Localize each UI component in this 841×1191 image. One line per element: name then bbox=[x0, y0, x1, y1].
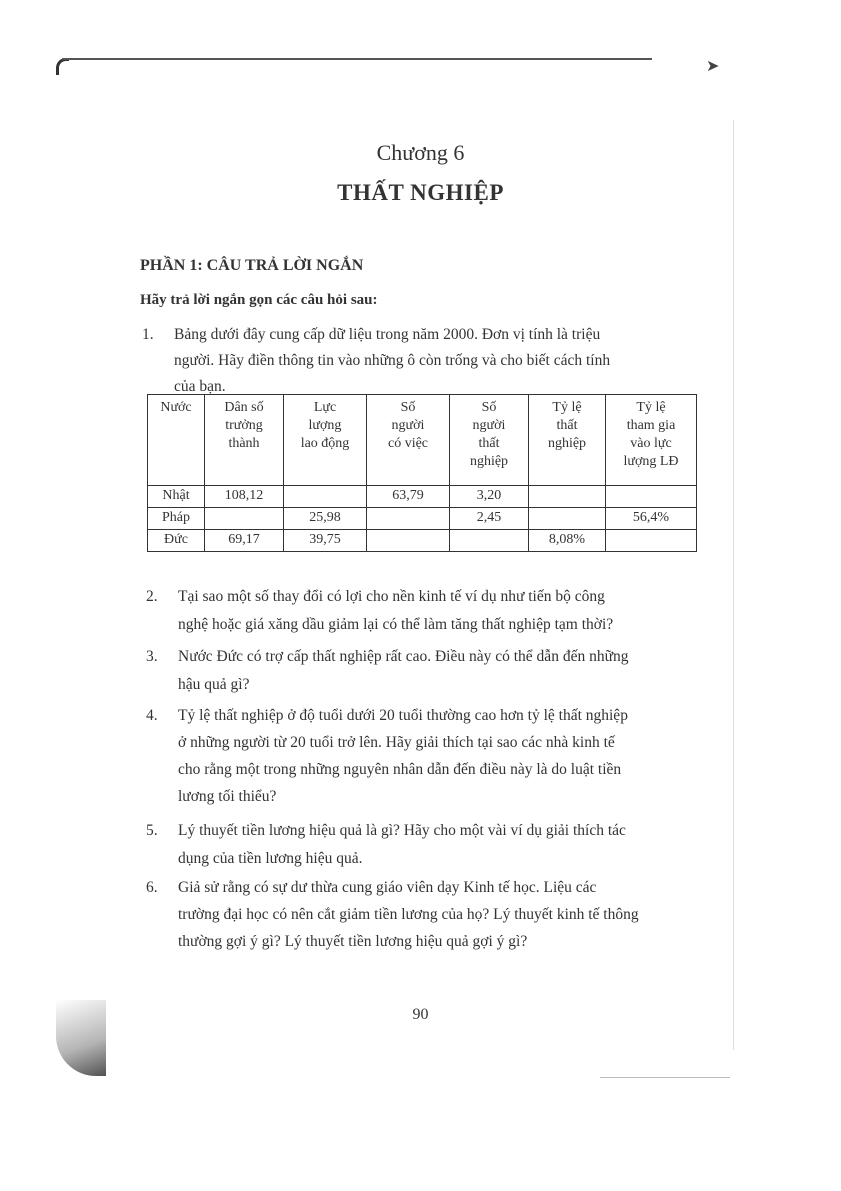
question-number: 1. bbox=[142, 326, 154, 343]
table-header-row bbox=[148, 395, 697, 486]
question-line: hậu quả gì? bbox=[178, 676, 250, 693]
table-cell bbox=[606, 530, 697, 552]
footer-rule bbox=[600, 1077, 730, 1078]
part-heading: PHẦN 1: CÂU TRẢ LỜI NGẮN bbox=[140, 257, 364, 274]
question-line: Bảng dưới đây cung cấp dữ liệu trong năm 2000. Đơn vị tính là triệu bbox=[174, 326, 601, 343]
table-cell: Đức bbox=[148, 530, 205, 552]
header-cell: Nước bbox=[148, 395, 205, 486]
question-line: của bạn. bbox=[174, 378, 226, 395]
table-cell bbox=[606, 486, 697, 508]
question-line: Tại sao một số thay đổi có lợi cho nền kinh tế ví dụ như tiến bộ công bbox=[178, 588, 605, 605]
header-cell: Tỷ lệ tham gia vào lực lượng LĐ bbox=[606, 395, 697, 486]
table-cell bbox=[529, 486, 606, 508]
instruction-text: Hãy trả lời ngắn gọn các câu hỏi sau: bbox=[140, 292, 378, 308]
header-rule bbox=[62, 58, 652, 60]
table-cell bbox=[367, 530, 450, 552]
question-line: thường gợi ý gì? Lý thuyết tiền lương hiệu quả gợi ý gì? bbox=[178, 933, 528, 950]
question-line: Lý thuyết tiền lương hiệu quả là gì? Hãy cho một vài ví dụ giải thích tác bbox=[178, 822, 626, 839]
question-line: Giả sử rằng có sự dư thừa cung giáo viên dạy Kinh tế học. Liệu các bbox=[178, 879, 597, 896]
question-number: 4. bbox=[146, 707, 158, 724]
header-cell: Số người thất nghiệp bbox=[450, 395, 529, 486]
table-cell: 25,98 bbox=[284, 508, 367, 530]
table-cell: 69,17 bbox=[205, 530, 284, 552]
header-cell: Lực lượng lao động bbox=[284, 395, 367, 486]
question-item bbox=[142, 322, 722, 402]
table-cell: Pháp bbox=[148, 508, 205, 530]
question-item bbox=[146, 644, 726, 700]
header-cell: Dân số trưởng thành bbox=[205, 395, 284, 486]
table-cell: 63,79 bbox=[367, 486, 450, 508]
question-line: nghệ hoặc giá xăng dầu giảm lại có thể làm tăng thất nghiệp tạm thời? bbox=[178, 616, 614, 633]
table-cell: 2,45 bbox=[450, 508, 529, 530]
question-number: 5. bbox=[146, 822, 158, 839]
table-cell: 56,4% bbox=[606, 508, 697, 530]
question-line: lương tối thiểu? bbox=[178, 788, 277, 805]
question-line: trường đại học có nên cắt giảm tiền lương của họ? Lý thuyết kinh tế thông bbox=[178, 906, 639, 923]
table-cell: 39,75 bbox=[284, 530, 367, 552]
header-cell: Tỷ lệ thất nghiệp bbox=[529, 395, 606, 486]
table-cell bbox=[450, 530, 529, 552]
question-line: ở những người từ 20 tuổi trở lên. Hãy giải thích tại sao các nhà kinh tế bbox=[178, 734, 615, 751]
question-number: 6. bbox=[146, 879, 158, 896]
unemployment-data-table bbox=[147, 394, 697, 552]
page-number: 90 bbox=[412, 1006, 429, 1023]
question-number: 2. bbox=[146, 588, 158, 605]
chapter-heading: Chương 6 bbox=[376, 140, 465, 165]
arrow-icon: ➤ bbox=[706, 58, 720, 75]
question-line: người. Hãy điền thông tin vào những ô còn trống và cho biết cách tính bbox=[174, 352, 611, 369]
header-rule-hook bbox=[56, 58, 69, 75]
page-curl-shadow bbox=[56, 1000, 106, 1076]
question-item bbox=[146, 584, 726, 640]
table-cell bbox=[205, 508, 284, 530]
question-item bbox=[146, 818, 726, 874]
page-edge-line bbox=[733, 120, 734, 1050]
table-cell: 3,20 bbox=[450, 486, 529, 508]
question-item bbox=[146, 703, 726, 815]
header-cell: Số người có việc bbox=[367, 395, 450, 486]
table-cell: 8,08% bbox=[529, 530, 606, 552]
question-line: Tỷ lệ thất nghiệp ở độ tuổi dưới 20 tuổi thường cao hơn tỷ lệ thất nghiệp bbox=[178, 707, 628, 724]
chapter-title: THẤT NGHIỆP bbox=[337, 180, 504, 205]
table-row bbox=[148, 508, 697, 530]
question-number: 3. bbox=[146, 648, 158, 665]
table-row bbox=[148, 530, 697, 552]
table-cell: Nhật bbox=[148, 486, 205, 508]
table-cell bbox=[529, 508, 606, 530]
question-item bbox=[146, 875, 726, 959]
table-cell bbox=[367, 508, 450, 530]
question-line: cho rằng một trong những nguyên nhân dẫn đến điều này là do luật tiền bbox=[178, 761, 622, 778]
table-row bbox=[148, 486, 697, 508]
question-line: Nước Đức có trợ cấp thất nghiệp rất cao. Điều này có thể dẫn đến những bbox=[178, 648, 629, 665]
question-line: dụng của tiền lương hiệu quả. bbox=[178, 850, 363, 867]
table-cell bbox=[284, 486, 367, 508]
table-cell: 108,12 bbox=[205, 486, 284, 508]
